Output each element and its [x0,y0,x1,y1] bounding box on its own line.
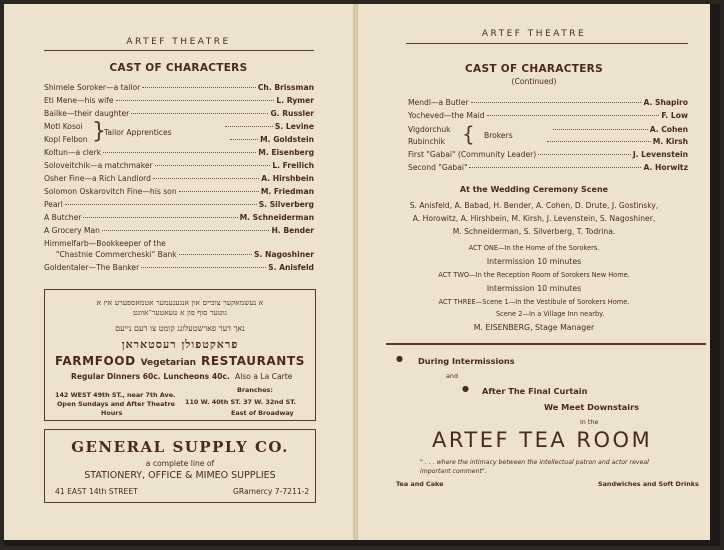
sandwiches-soft-drinks: Sandwiches and Soft Drinks [598,480,699,488]
intermission-1: Intermission 10 minutes [486,257,582,266]
farmfood-restaurants: RESTAURANTS [200,354,305,368]
yiddish-line: א נעשמאקער צוביים און אנגענעמער אטמאספערע איז א [96,298,264,307]
cast-row: Koltun—a clerk M. Eisenberg [44,148,314,157]
intermission-2: Intermission 10 minutes [486,284,582,293]
cast-row: Osher Fine—a Rich Landlord A. Hirshbein [44,174,314,183]
section-rule [386,343,706,345]
cast-row: Pearl S. Silverberg [44,200,314,209]
cast-row: Yocheved—the Maid F. Low [408,111,688,120]
wedding-cast-line: S. Anisfeld, A. Babad, H. Bender, A. Cohen, D. Drute, J. Gostinsky, [409,201,659,210]
cast-row: Himmelfarb—Bookkeeper of the [44,239,166,248]
cast-row: Mendl—a Butler A. Shapiro [408,98,688,107]
tea-in-the: in the [580,418,599,426]
cast-row: Kopl Felbon M. Goldstein [44,135,314,144]
general-supply-ad [44,429,316,503]
bullet-icon: ● [396,354,403,363]
scene-two: Scene 2—In a Village Inn nearby. [496,310,605,318]
right-page [358,4,710,540]
tea-quote: " . . . where the intimacy between the intellectual patron and actor reveal [420,459,649,466]
supply-tagline: a complete line of [145,459,215,468]
wedding-heading: At the Wedding Ceremony Scene [459,185,609,194]
farmfood-vegetarian: Vegetarian [140,358,197,368]
yiddish-line: נאך דער פארשטעלונג קומט צו דעם נייעם [115,324,245,333]
right-page-header: ARTEF THEATRE [481,29,587,39]
header-rule [406,43,688,44]
tea-and: and [446,372,459,380]
farmfood-hours-2: Hours [101,409,123,417]
left-cast-title: CAST OF CHARACTERS [109,62,248,74]
continued-label: (Continued) [511,77,557,86]
cast-row: Goldentaler—The Banker S. Anisfeld [44,263,314,272]
cast-row: A Butcher M. Schneiderman [44,213,314,222]
branches-addresses: 110 W. 40th ST. 37 W. 32nd ST. [185,398,297,406]
tea-quote-2: important comment". [420,468,487,475]
cast-row: Solomon Oskarovitch Fine—his son M. Friedman [44,187,314,196]
tea-and-cake: Tea and Cake [396,480,444,488]
right-cast-title: CAST OF CHARACTERS [465,63,603,75]
apprentice-brace: } [92,119,106,144]
supply-address: 41 EAST 14th STREET [55,487,138,496]
farmfood-name: FARMFOOD [55,354,136,368]
header-rule [44,50,314,51]
stage-manager: M. EISENBERG, Stage Manager [473,323,595,332]
farmfood-ad [44,289,316,421]
act-three: ACT THREE—Scene 1—In the Vestibule of Sorokers Home. [438,298,630,306]
farmfood-carte: Also a La Carte [235,372,293,381]
cast-row: Shimele Soroker—a tailor Ch. Brissman [44,83,314,92]
supply-products: STATIONERY, OFFICE & MIMEO SUPPLIES [84,470,276,481]
tailor-apprentices-label: Tailor Apprentices [104,128,172,137]
supply-phone: GRamercy 7-7211-2 [233,487,310,496]
cast-row: Eti Mene—his wife L. Rymer [44,96,314,105]
cast-row: "Chastnie Commercheski" Bank S. Nagoshiner [56,250,314,259]
left-page [4,4,354,540]
farmfood-prices: Regular Dinners 60c. Luncheons 40c. [71,372,230,381]
act-two: ACT TWO—In the Reception Room of Sorokers New Home. [438,271,630,279]
bullet-icon: ● [462,384,469,393]
cast-row: Rubinchik M. Kirsh [408,137,688,146]
yiddish-line: גוטער סוף פון א טעאטער־אוונט [133,308,227,317]
cast-row: A Grocery Man H. Bender [44,226,314,235]
wedding-cast-line: A. Horowitz, A. Hirshbein, M. Kirsh, J. Levenstein, S. Nagoshiner, [412,214,656,223]
tea-line1: During Intermissions [418,356,515,366]
farmfood-address: 142 WEST 49th ST., near 7th Ave. [55,391,176,399]
branches-label: Branches: [237,386,273,394]
tea-line3: We Meet Downstairs [544,402,640,412]
cast-row: Motl Kosoi S. Levine [44,122,314,131]
supply-name: GENERAL SUPPLY CO. [71,438,289,456]
cast-row: First "Gabai" (Community Leader) J. Levenstein [408,150,688,159]
tea-room-name: ARTEF TEA ROOM [432,428,653,452]
brokers-brace: { [462,122,475,146]
branches-broadway: East of Broadway [231,409,294,417]
wedding-cast-line: M. Schneiderman, S. Silverberg, T. Todrina. [452,227,616,236]
brokers-label: Brokers [484,131,513,140]
cast-row: Second "Gabai" A. Horwitz [408,163,688,172]
act-one: ACT ONE—In the Home of the Sorokers. [468,244,600,252]
cast-row: Soloveitchik—a matchmaker L. Freilich [44,161,314,170]
left-page-header: ARTEF THEATRE [126,37,231,47]
farmfood-hours: Open Sundays and After Theatre [57,400,175,408]
tea-line2: After The Final Curtain [482,386,588,396]
cast-row: Bailke—their daughter G. Russler [44,109,314,118]
cast-row: Vigdorchuk A. Cohen [408,125,688,134]
yiddish-line: פראקטפולן רעסטאראן [121,338,239,351]
